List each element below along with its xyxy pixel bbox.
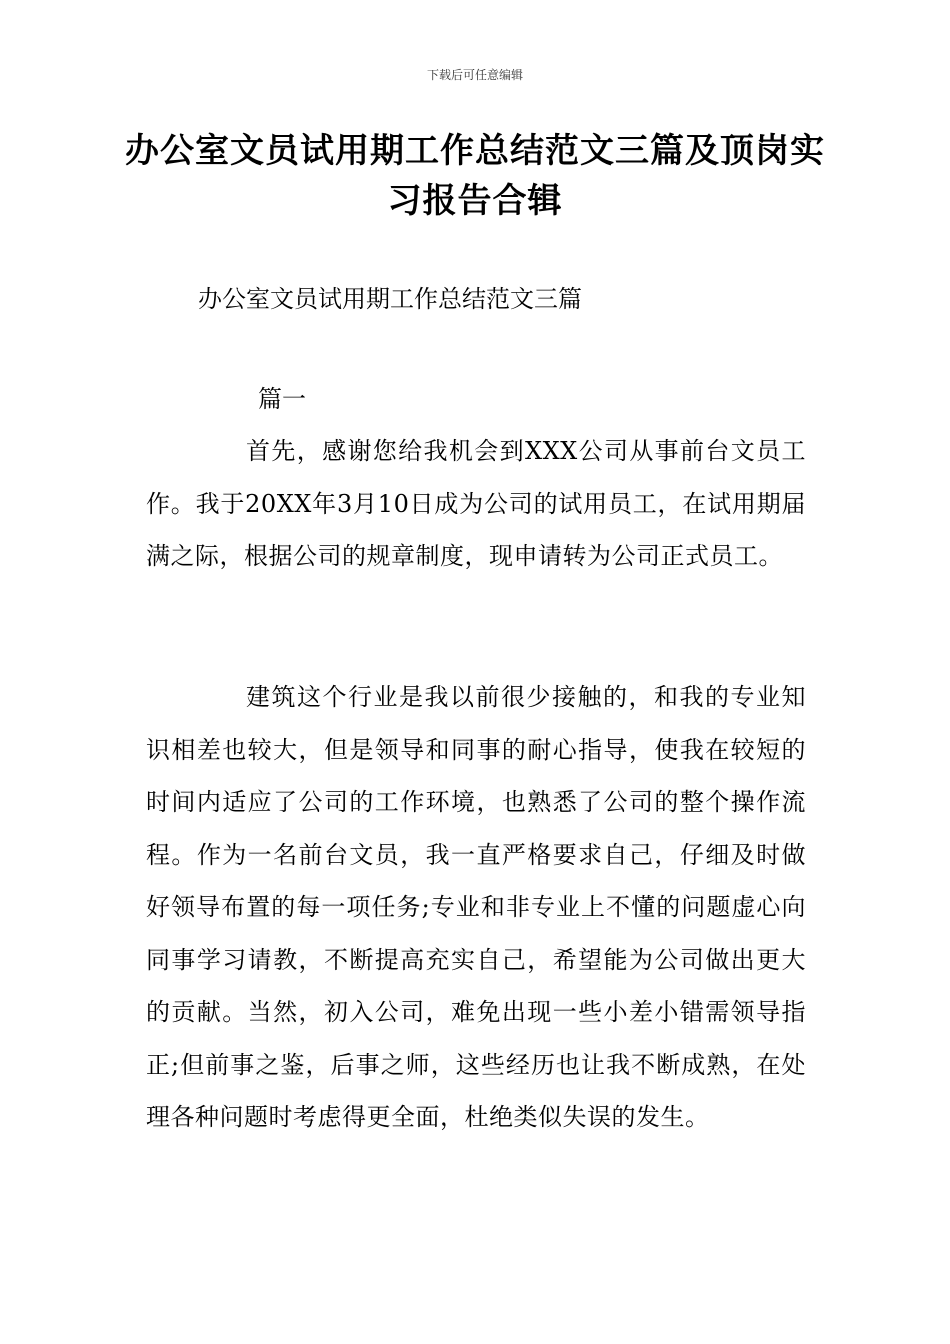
document-title: 办公室文员试用期工作总结范文三篇及顶岗实习报告合辑 <box>125 131 825 221</box>
document-subtitle: 办公室文员试用期工作总结范文三篇 <box>198 285 582 313</box>
section-label: 篇一 <box>258 385 306 413</box>
header-note: 下载后可任意编辑 <box>426 68 523 82</box>
body-paragraph-2: 建筑这个行业是我以前很少接触的，和我的专业知识相差也较大，但是领导和同事的耐心指导，使我在较短的时间内适应了公司的工作环境，也熟悉了公司的整个操作流程。作为一名前台文员，我一直严格要求自己，仔细及时做好领导布置的每一项任务;专业和非专业上不懂的问题虚心向同事学习请教，不断提高充实自己，希望能为公司做出更大的贡献。当然，初入公司，难免出现一些小差小错需领导指正;但前事之鉴，后事之师，这些经历也让我不断成熟，在处理各种问题时考虑得更全面，杜绝类似失误的发生。 <box>146 683 806 1131</box>
body-paragraph-1: 首先，感谢您给我机会到XXX公司从事前台文员工作。我于20XX年3月10日成为公司的试用员工，在试用期届满之际，根据公司的规章制度，现申请转为公司正式员工。 <box>146 437 806 570</box>
